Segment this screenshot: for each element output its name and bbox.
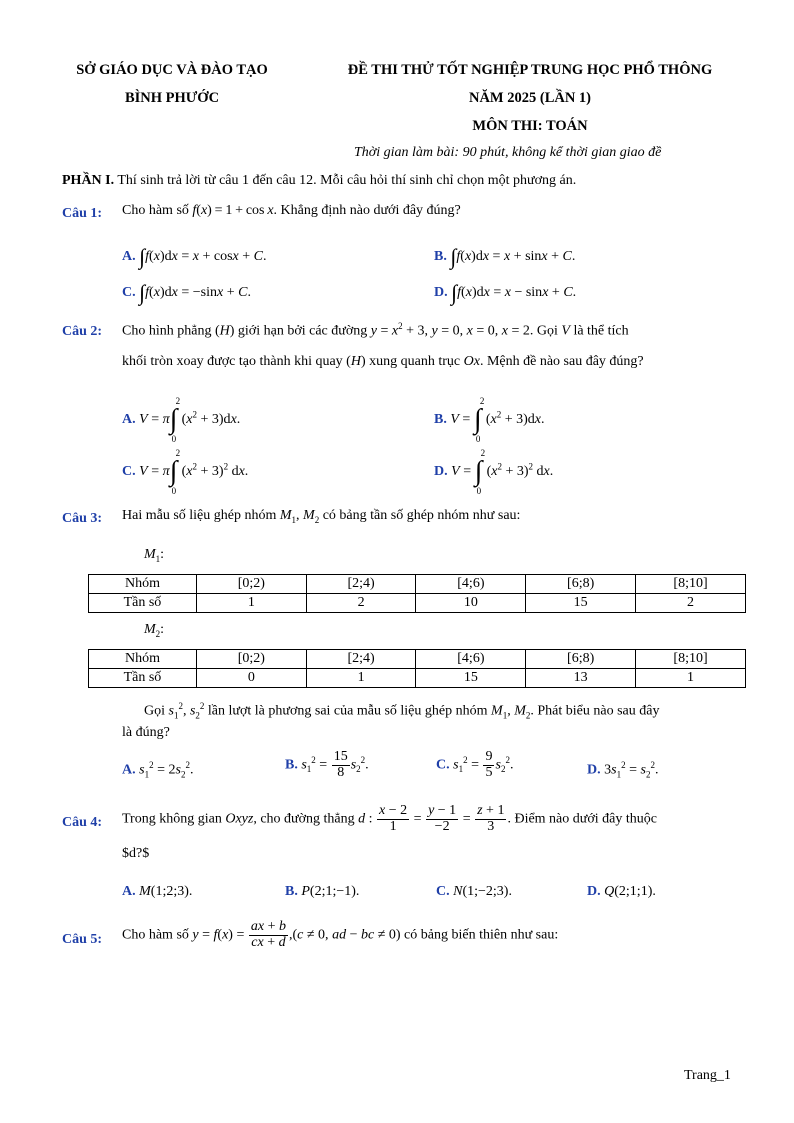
q3-option-a[interactable]: A. $s_1^2 = 2s_2^2$.	[122, 760, 194, 780]
table-row: Nhóm [0;2) [2;4) [4;6) [6;8) [8;10]	[89, 575, 746, 594]
q2-option-d[interactable]: D. V = ∫ 2 0 $(x^2 + 3)^2$ dx.	[434, 448, 554, 496]
q5-stem: Cho hàm số y = f(x) = $\frac{ax + b}{cx + d}$ ,(c ≠ 0, ad − bc ≠ 0) có bảng biến thiên như sau:	[122, 919, 559, 950]
table-row: Nhóm [0;2) [2;4) [4;6) [6;8) [8;10]	[89, 650, 746, 669]
q4-label: Câu 4:	[62, 815, 103, 830]
q3-stem: Hai mẫu số liệu ghép nhóm $M_1$, $M_2$ có bảng tần số ghép nhóm như sau:	[122, 508, 521, 525]
q3-followup-line2: là đúng?	[122, 725, 170, 740]
q1-option-b[interactable]: B. ∫f(x)dx = x + sinx + C.	[434, 244, 576, 269]
q2-option-b[interactable]: B. V = ∫ 2 0 $(x^2 + 3)dx$.	[434, 396, 545, 444]
q4-stem-line2: $d?$	[122, 846, 150, 861]
q4-option-d[interactable]: D. Q(2;1;1).	[587, 884, 656, 899]
table-row: Tần số 0 1 15 13 1	[89, 669, 746, 688]
q5-label: Câu 5:	[62, 932, 103, 947]
q4-stem: Trong không gian Oxyz, cho đường thẳng d : $\frac{x - 2}{1}$ = $\frac{y - 1}{-2}$ = $\frac{z + 1}{3}$ . Điểm nào dưới đây thuộc	[122, 803, 657, 834]
q3-label: Câu 3:	[62, 511, 103, 526]
q1-stem: Cho hàm số f(x) = 1 + cos x. Khẳng định nào dưới đây đúng?	[122, 203, 461, 218]
q2-option-c[interactable]: C. V = π∫ 2 0 $(x^2 + 3)^2$ dx.	[122, 448, 249, 496]
time-note: Thời gian làm bài: 90 phút, không kể thời gian giao đề	[354, 145, 662, 160]
province-name: BÌNH PHƯỚC	[124, 90, 220, 106]
q1-option-d[interactable]: D. ∫f(x)dx = x − sinx + C.	[434, 280, 577, 305]
table-row: Tần số 1 2 10 15 2	[89, 594, 746, 613]
q3-option-b[interactable]: B. $s_1^2$ = $\frac{15}{8}$ $s_2^2$.	[285, 749, 369, 780]
q2-stem-line1: Cho hình phẳng (H) giới hạn bởi các đường $y = x^2 + 3$, y = 0, x = 0, x = 2. Gọi V là thể tích	[122, 321, 629, 339]
exam-subject: MÔN THI: TOÁN	[472, 118, 588, 134]
page-number: Trang_1	[684, 1068, 731, 1083]
q1-label: Câu 1:	[62, 206, 103, 221]
q1-option-c[interactable]: C. ∫f(x)dx = −sinx + C.	[122, 280, 251, 305]
q3-option-d[interactable]: D. $3s_1^2 = s_2^2$.	[587, 760, 659, 780]
department-name: SỞ GIÁO DỤC VÀ ĐÀO TẠO	[76, 62, 268, 78]
m2-caption: $M_2$:	[144, 622, 165, 639]
exam-title: ĐỀ THI THỬ TỐT NGHIỆP TRUNG HỌC PHỔ THÔNG	[347, 62, 713, 78]
q4-option-b[interactable]: B. P(2;1;−1).	[285, 884, 360, 899]
q1-option-a[interactable]: A. ∫f(x)dx = x + cosx + C.	[122, 244, 267, 269]
q2-stem-line2: khối tròn xoay được tạo thành khi quay (H) xung quanh trục Ox. Mệnh đề nào sau đây đúng?	[122, 354, 644, 369]
part1-instruction: PHẦN I. Thí sinh trả lời từ câu 1 đến câu 12. Mỗi câu hỏi thí sinh chỉ chọn một phương án.	[62, 173, 577, 188]
q3-option-c[interactable]: C. $s_1^2$ = $\frac{9}{5}$ $s_2^2$.	[436, 749, 514, 780]
m2-table	[88, 649, 746, 688]
m1-caption: $M_1$:	[144, 547, 165, 564]
m1-table	[88, 574, 746, 613]
q2-label: Câu 2:	[62, 324, 103, 339]
q3-followup-line1: Gọi $s_1^2$, $s_2^2$ lần lượt là phương sai của mẫu số liệu ghép nhóm $M_1$, $M_2$. Phát biểu nào sau đây	[144, 701, 660, 721]
q2-option-a[interactable]: A. V = π∫ 2 0 $(x^2 + 3)dx$.	[122, 396, 241, 444]
q4-option-a[interactable]: A. M(1;2;3).	[122, 884, 193, 899]
exam-year: NĂM 2025 (LẦN 1)	[468, 90, 592, 106]
q4-option-c[interactable]: C. N(1;−2;3).	[436, 884, 512, 899]
